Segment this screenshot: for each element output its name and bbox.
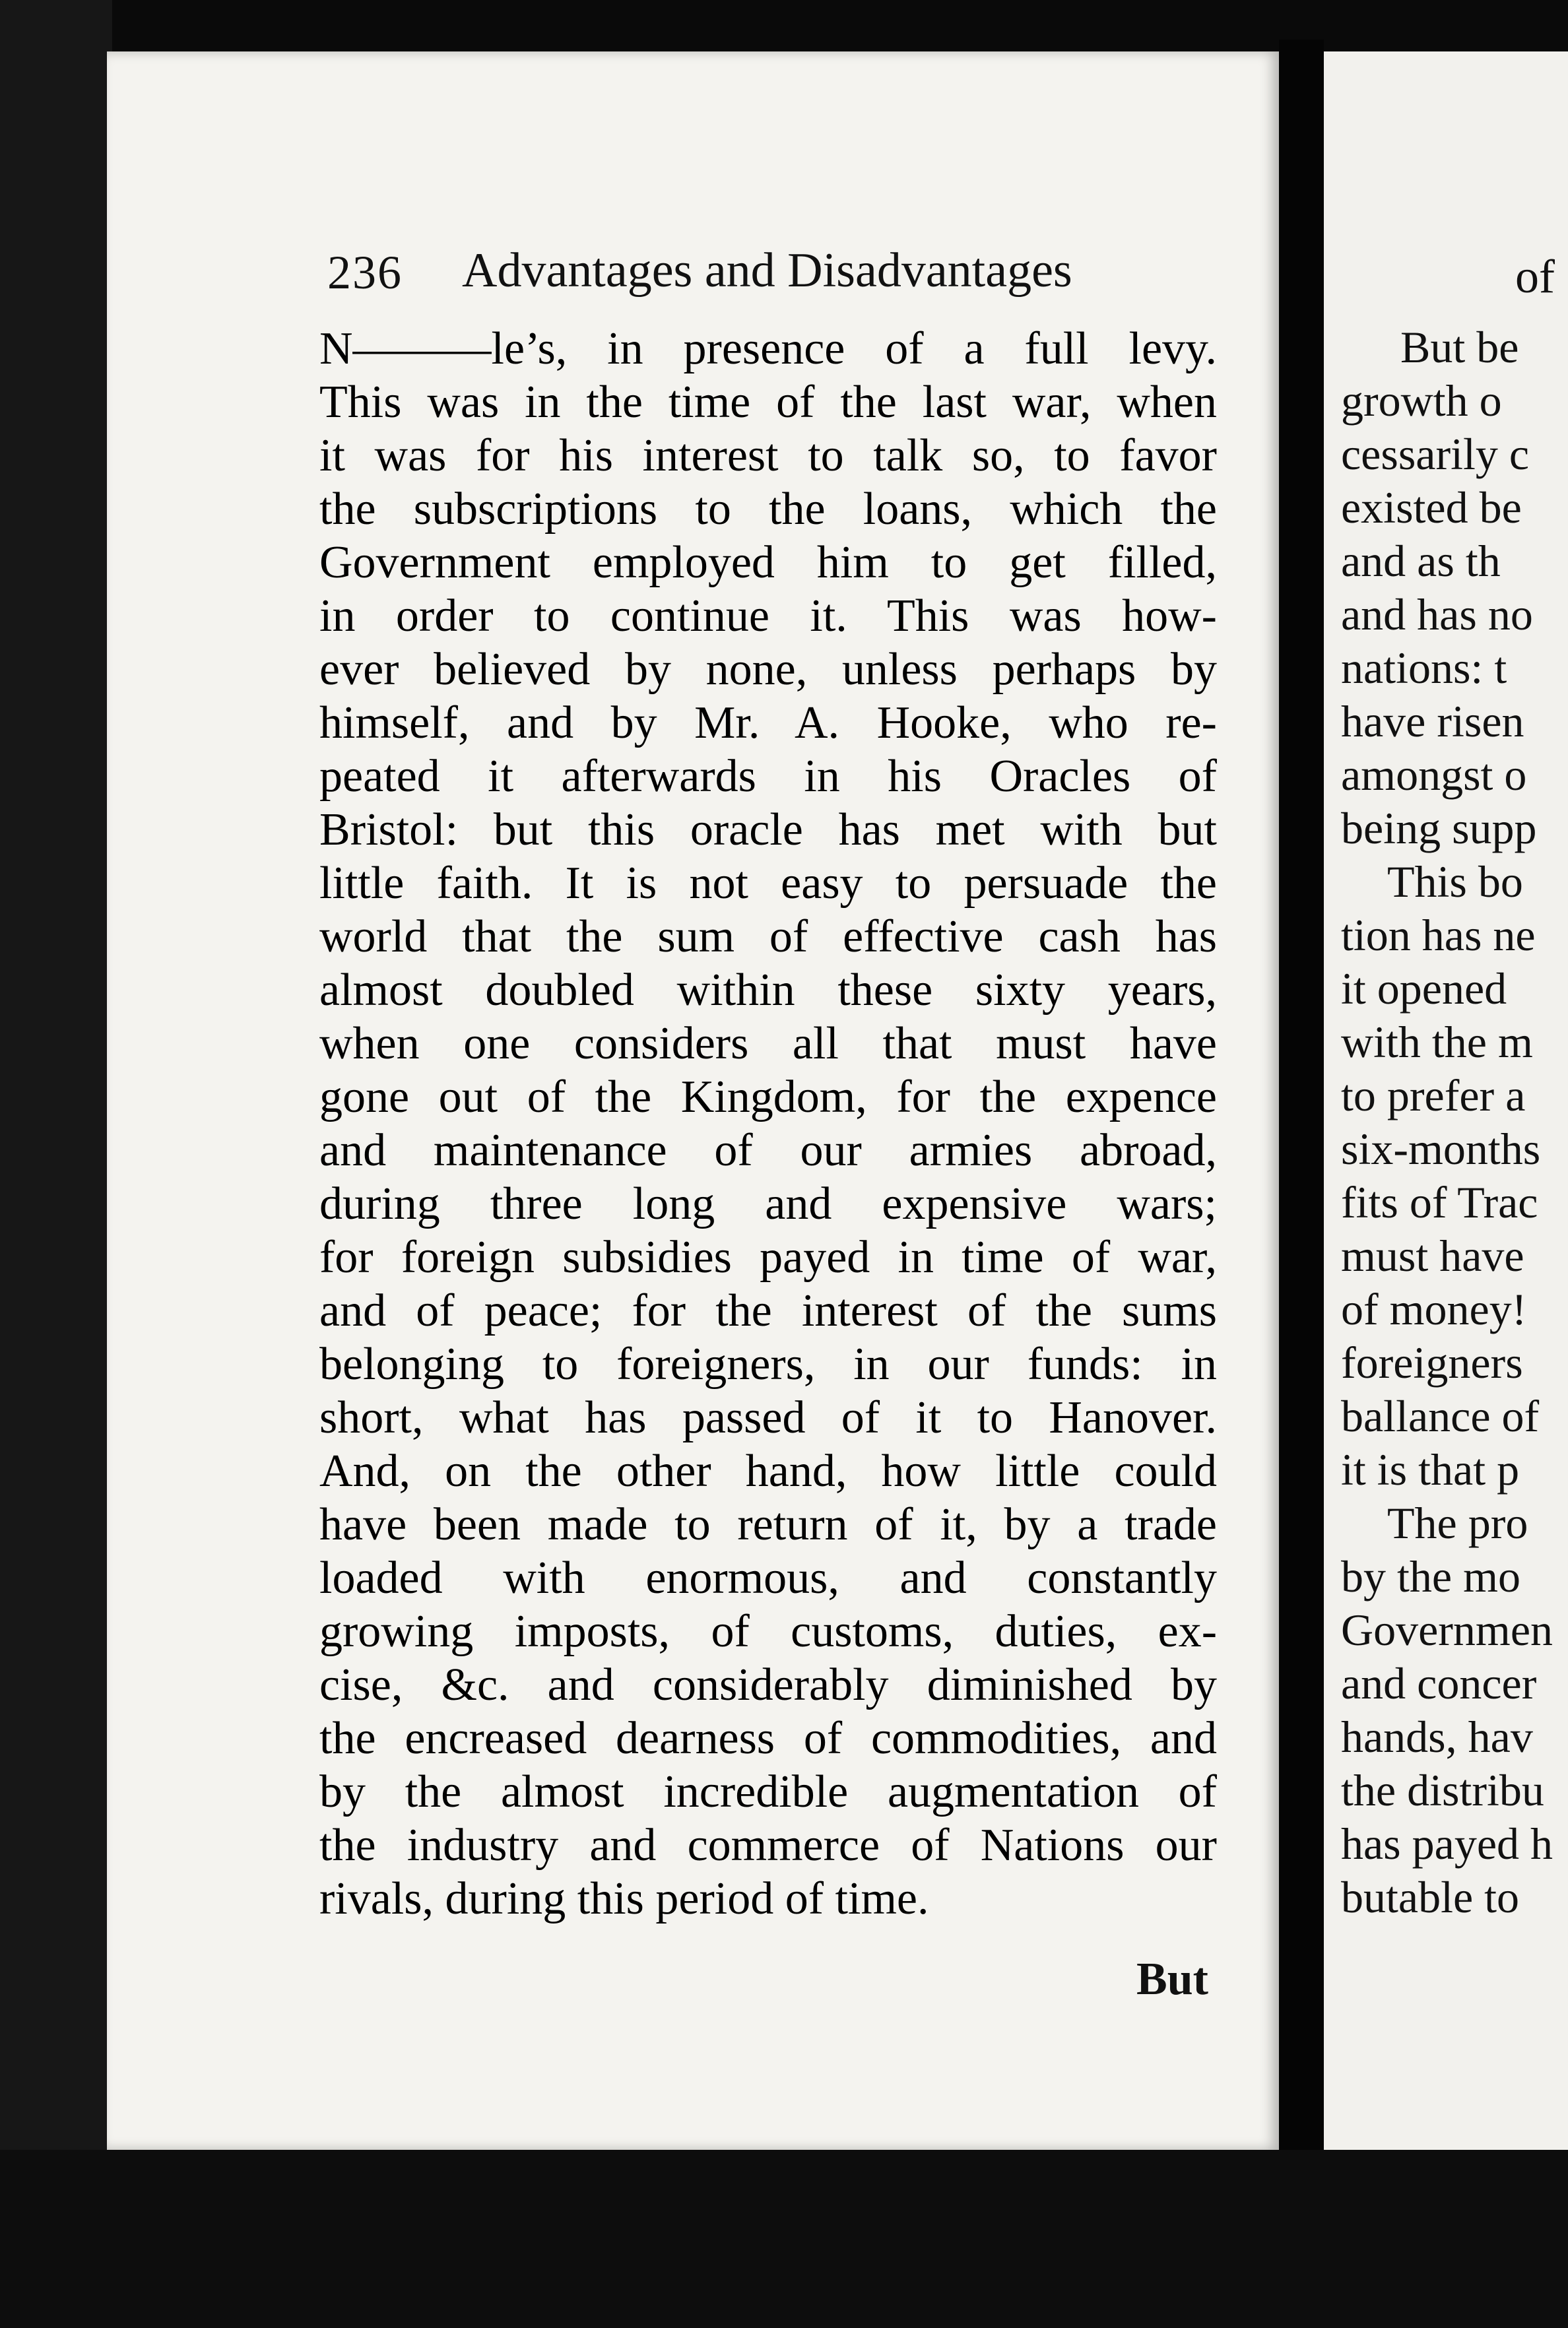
text-line: peated it afterwards in his Oracles of [319, 751, 1217, 802]
text-line: existed be [1341, 482, 1522, 533]
text-line: But be [1400, 322, 1519, 372]
text-line: when one considers all that must have [319, 1018, 1217, 1069]
text-line: has payed h [1341, 1819, 1553, 1869]
text-line: short, what has passed of it to Hanover. [319, 1392, 1217, 1443]
text-line: by the almost incredible augmentation of [319, 1766, 1217, 1817]
text-line: And, on the other hand, how little could [319, 1446, 1217, 1497]
text-line: nations: t [1341, 643, 1507, 693]
text-line: the distribu [1341, 1765, 1544, 1815]
running-head-fragment: of [1515, 250, 1555, 303]
text-line: gone out of the Kingdom, for the expence [319, 1072, 1217, 1122]
text-line: with the m [1341, 1017, 1533, 1067]
text-line: himself, and by Mr. A. Hooke, who re- [319, 697, 1217, 748]
text-line: by the mo [1341, 1551, 1520, 1601]
text-line: belonging to foreigners, in our funds: in [319, 1339, 1217, 1390]
text-line: rivals, during this period of time. [319, 1873, 929, 1924]
text-line: the encreased dearness of commodities, and [319, 1713, 1217, 1764]
text-line: tion has ne [1341, 910, 1536, 960]
page-number: 236 [327, 246, 403, 299]
right-page [1324, 51, 1568, 2150]
catchword: But [1136, 1954, 1208, 2005]
text-line: hands, hav [1341, 1712, 1533, 1762]
text-line: it was for his interest to talk so, to favor [319, 430, 1217, 481]
text-line: it is that p [1341, 1444, 1520, 1495]
text-line: Governmen [1341, 1605, 1553, 1655]
text-line: and has no [1341, 589, 1533, 639]
scan-bottom-edge [0, 2150, 1568, 2328]
scan-edge [0, 0, 112, 2328]
text-line: for foreign subsidies payed in time of war, [319, 1232, 1217, 1283]
text-line: little faith. It is not easy to persuade the [319, 858, 1217, 909]
text-line: butable to [1341, 1872, 1520, 1922]
text-line: cessarily c [1341, 429, 1530, 479]
running-title: Advantages and Disadvantages [462, 243, 1072, 298]
text-line: during three long and expensive wars; [319, 1179, 1217, 1229]
text-line: world that the sum of effective cash has [319, 911, 1217, 962]
text-line: almost doubled within these sixty years, [319, 965, 1217, 1016]
text-line: growth o [1341, 375, 1502, 426]
text-line: foreigners [1341, 1338, 1523, 1388]
text-line: fits of Trac [1341, 1177, 1538, 1227]
book-gutter [1279, 40, 1324, 2178]
text-line: Bristol: but this oracle has met with but [319, 804, 1217, 855]
text-line: This was in the time of the last war, when [319, 377, 1217, 428]
text-line: and concer [1341, 1658, 1537, 1708]
text-line: The pro [1387, 1498, 1528, 1548]
text-line: loaded with enormous, and constantly [319, 1553, 1217, 1603]
text-line: ballance of [1341, 1391, 1540, 1441]
text-line: have risen [1341, 696, 1524, 746]
text-line: the subscriptions to the loans, which the [319, 484, 1217, 534]
text-line: six-months [1341, 1124, 1541, 1174]
text-line: growing imposts, of customs, duties, ex- [319, 1606, 1217, 1657]
body-text [319, 322, 1217, 1925]
text-line: and maintenance of our armies abroad, [319, 1125, 1217, 1176]
text-line: in order to continue it. This was how- [319, 591, 1217, 641]
text-line: Government employed him to get filled, [319, 537, 1217, 588]
text-line: amongst o [1341, 750, 1527, 800]
text-line: it opened [1341, 963, 1507, 1014]
text-line: the industry and commerce of Nations our [319, 1820, 1217, 1871]
text-line: to prefer a [1341, 1070, 1526, 1120]
text-line: and of peace; for the interest of the sums [319, 1285, 1217, 1336]
right-page-text [1341, 321, 1553, 1924]
text-line: being supp [1341, 803, 1537, 853]
text-line: have been made to return of it, by a trade [319, 1499, 1217, 1550]
text-line: must have [1341, 1231, 1524, 1281]
text-line: cise, &c. and considerably diminished by [319, 1660, 1217, 1710]
text-line: of money! [1341, 1284, 1527, 1334]
text-line: and as th [1341, 536, 1501, 586]
text-line: ever believed by none, unless perhaps by [319, 644, 1217, 695]
text-line: N———le’s, in presence of a full levy. [319, 323, 1217, 374]
text-line: This bo [1387, 857, 1523, 907]
